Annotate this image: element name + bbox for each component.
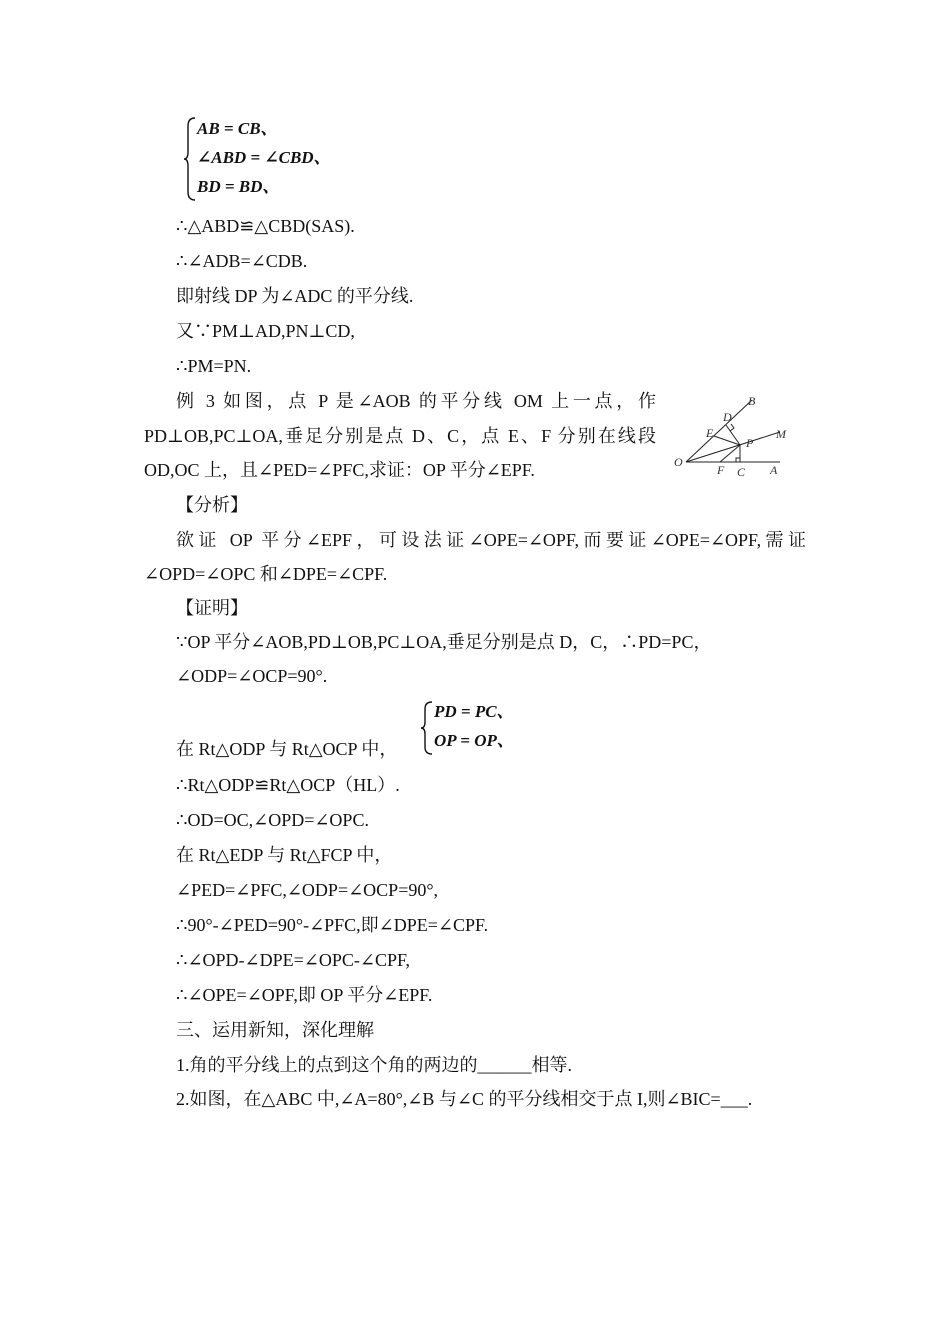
question-1: 1.角的平分线上的点到这个角的两边的______相等. xyxy=(176,1055,572,1075)
in-rt-edp-fcp: 在 Rt△EDP 与 Rt△FCP 中， xyxy=(176,845,393,865)
label-b: B xyxy=(748,394,756,408)
system2-eq2: OP = OP、 xyxy=(434,731,514,750)
system2-eq1: PD = PC、 xyxy=(434,702,514,721)
label-c: C xyxy=(737,465,746,479)
brace-system1 xyxy=(183,116,197,202)
proof-line2: ∠ODP=∠OCP=90°. xyxy=(176,666,328,686)
label-o: O xyxy=(674,455,683,469)
conclusion-congruent-abd-cbd: ∴△ABD≌△CBD(SAS). xyxy=(176,216,355,236)
label-p: P xyxy=(746,436,754,450)
given-perpendiculars: 又∵PM⊥AD,PN⊥CD, xyxy=(176,321,355,341)
conclusion-od-oc: ∴OD=OC,∠OPD=∠OPC. xyxy=(176,810,369,830)
analysis-heading: 【分析】 xyxy=(176,495,248,515)
label-m: M xyxy=(776,427,786,441)
brace-system2 xyxy=(420,700,434,756)
geometry-figure xyxy=(672,388,792,480)
conclusion-angle-adb-cdb: ∴∠ADB=∠CDB. xyxy=(176,251,308,271)
label-a: A xyxy=(770,463,778,477)
conclusion-op-bisects-epf: ∴∠OPE=∠OPF,即 OP 平分∠EPF. xyxy=(176,985,433,1005)
label-f: F xyxy=(717,463,725,477)
example3-line2: PD⊥OB,PC⊥OA,垂足分别是点 D、C，点 E、F 分别在线段 xyxy=(144,426,656,446)
proof-line1: ∵OP 平分∠AOB,PD⊥OB,PC⊥OA,垂足分别是点 D，C，∴PD=PC， xyxy=(176,632,712,652)
example3-line3: OD,OC 上，且∠PED=∠PFC,求证：OP 平分∠EPF. xyxy=(144,460,535,480)
proof-in-rt-triangles: 在 Rt△ODP 与 Rt△OCP 中， xyxy=(176,739,398,759)
label-e: E xyxy=(706,426,714,440)
conclusion-dp-bisector: 即射线 DP 为∠ADC 的平分线. xyxy=(176,286,414,306)
system1-eq3: BD = BD、 xyxy=(197,177,280,196)
conclusion-subtraction: ∴∠OPD-∠DPE=∠OPC-∠CPF, xyxy=(176,950,411,970)
proof-heading: 【证明】 xyxy=(176,598,248,618)
question-2: 2.如图，在△ABC 中,∠A=80°,∠B 与∠C 的平分线相交于点 I,则∠BIC=___. xyxy=(176,1089,753,1109)
example3-line1: 例 3 如图，点 P 是∠AOB 的平分线 OM 上一点，作 xyxy=(176,391,656,411)
section3-heading: 三、运用新知，深化理解 xyxy=(176,1020,374,1040)
conclusion-rt-congruent: ∴Rt△ODP≌Rt△OCP（HL）. xyxy=(176,775,400,795)
angles-given: ∠PED=∠PFC,∠ODP=∠OCP=90°, xyxy=(176,880,439,900)
conclusion-pm-pn: ∴PM=PN. xyxy=(176,356,252,376)
label-d: D xyxy=(723,410,732,424)
system1-eq1: AB = CB、 xyxy=(197,119,278,138)
conclusion-dpe-cpf: ∴90°-∠PED=90°-∠PFC,即∠DPE=∠CPF. xyxy=(176,915,489,935)
system1-eq2: ∠ABD = ∠CBD、 xyxy=(197,148,331,167)
analysis-line1: 欲证 OP 平分∠EPF，可设法证∠OPE=∠OPF,而要证∠OPE=∠OPF,需证 xyxy=(176,530,806,550)
analysis-line2: ∠OPD=∠OPC 和∠DPE=∠CPF. xyxy=(144,564,388,584)
